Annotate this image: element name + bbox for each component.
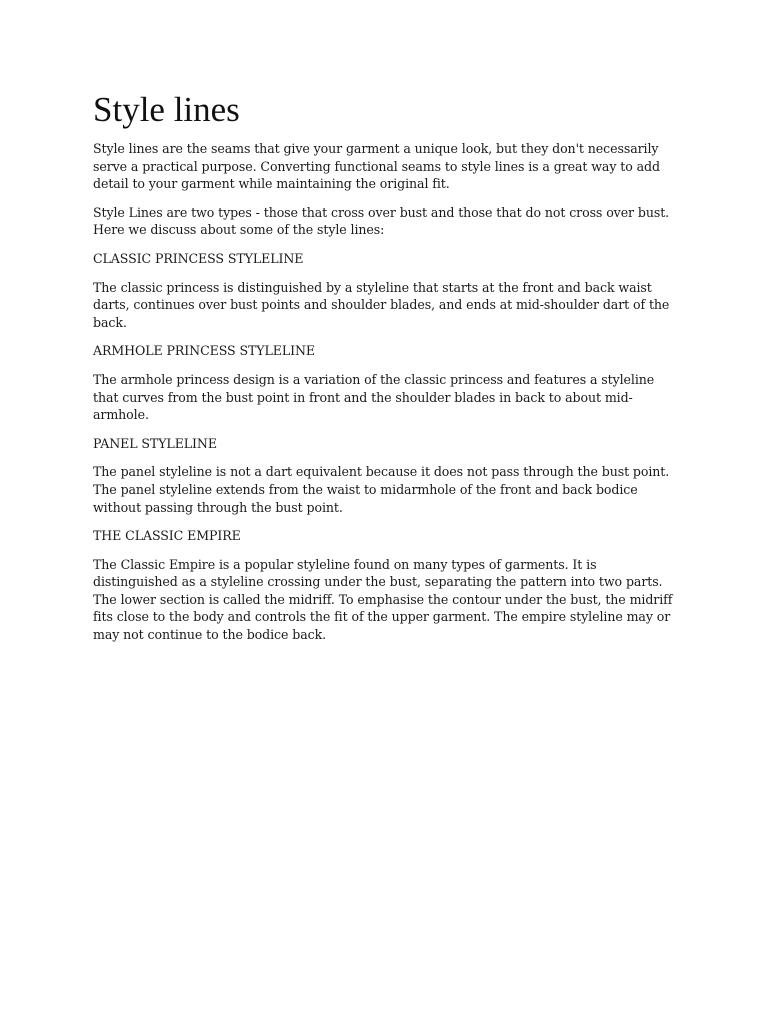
section-body-classic-princess: The classic princess is distinguished by a styleline that starts at the front and back waist darts, continues over bust points and shoulder blades, and ends at mid-shoulder dart of the back. xyxy=(93,279,670,330)
intro-paragraph-2: Style Lines are two types - those that cross over bust and those that do not cross over bust. Here we discuss about some of the style lines: xyxy=(93,204,670,238)
section-heading-classic-empire: THE CLASSIC EMPIRE xyxy=(93,528,241,544)
section-body-panel: The panel styleline is not a dart equivalent because it does not pass through the bust point. The panel styleline extends from the waist to midarmhole of the front and back bodice without passing through the bust point. xyxy=(93,464,670,515)
page-title: Style lines xyxy=(93,90,240,129)
intro-paragraph-1: Style lines are the seams that give your garment a unique look, but they don't necessarily serve a practical purpose. Converting functional seams to style lines is a great way to add detail to your garment while maintaining the original fit. xyxy=(93,141,660,192)
section-heading-classic-princess: CLASSIC PRINCESS STYLELINE xyxy=(93,250,304,266)
section-body-armhole-princess: The armhole princess design is a variation of the classic princess and features a styleline that curves from the bust point in front and the shoulder blades in back to about mid-armhole. xyxy=(93,371,655,423)
section-heading-armhole-princess: ARMHOLE PRINCESS STYLELINE xyxy=(93,343,316,359)
section-body-classic-empire: The Classic Empire is a popular styleline found on many types of garments. It is distinguished as a styleline crossing under the bust, separating the pattern into two parts. The lower section is called the midriff. To emphasise the contour under the bust, the midriff fits close to the body and controls the fit of the upper garment. The empire styleline may or may not continue to the bodice back. xyxy=(93,556,673,643)
section-heading-panel: PANEL STYLELINE xyxy=(93,435,217,451)
document-page xyxy=(93,88,683,655)
